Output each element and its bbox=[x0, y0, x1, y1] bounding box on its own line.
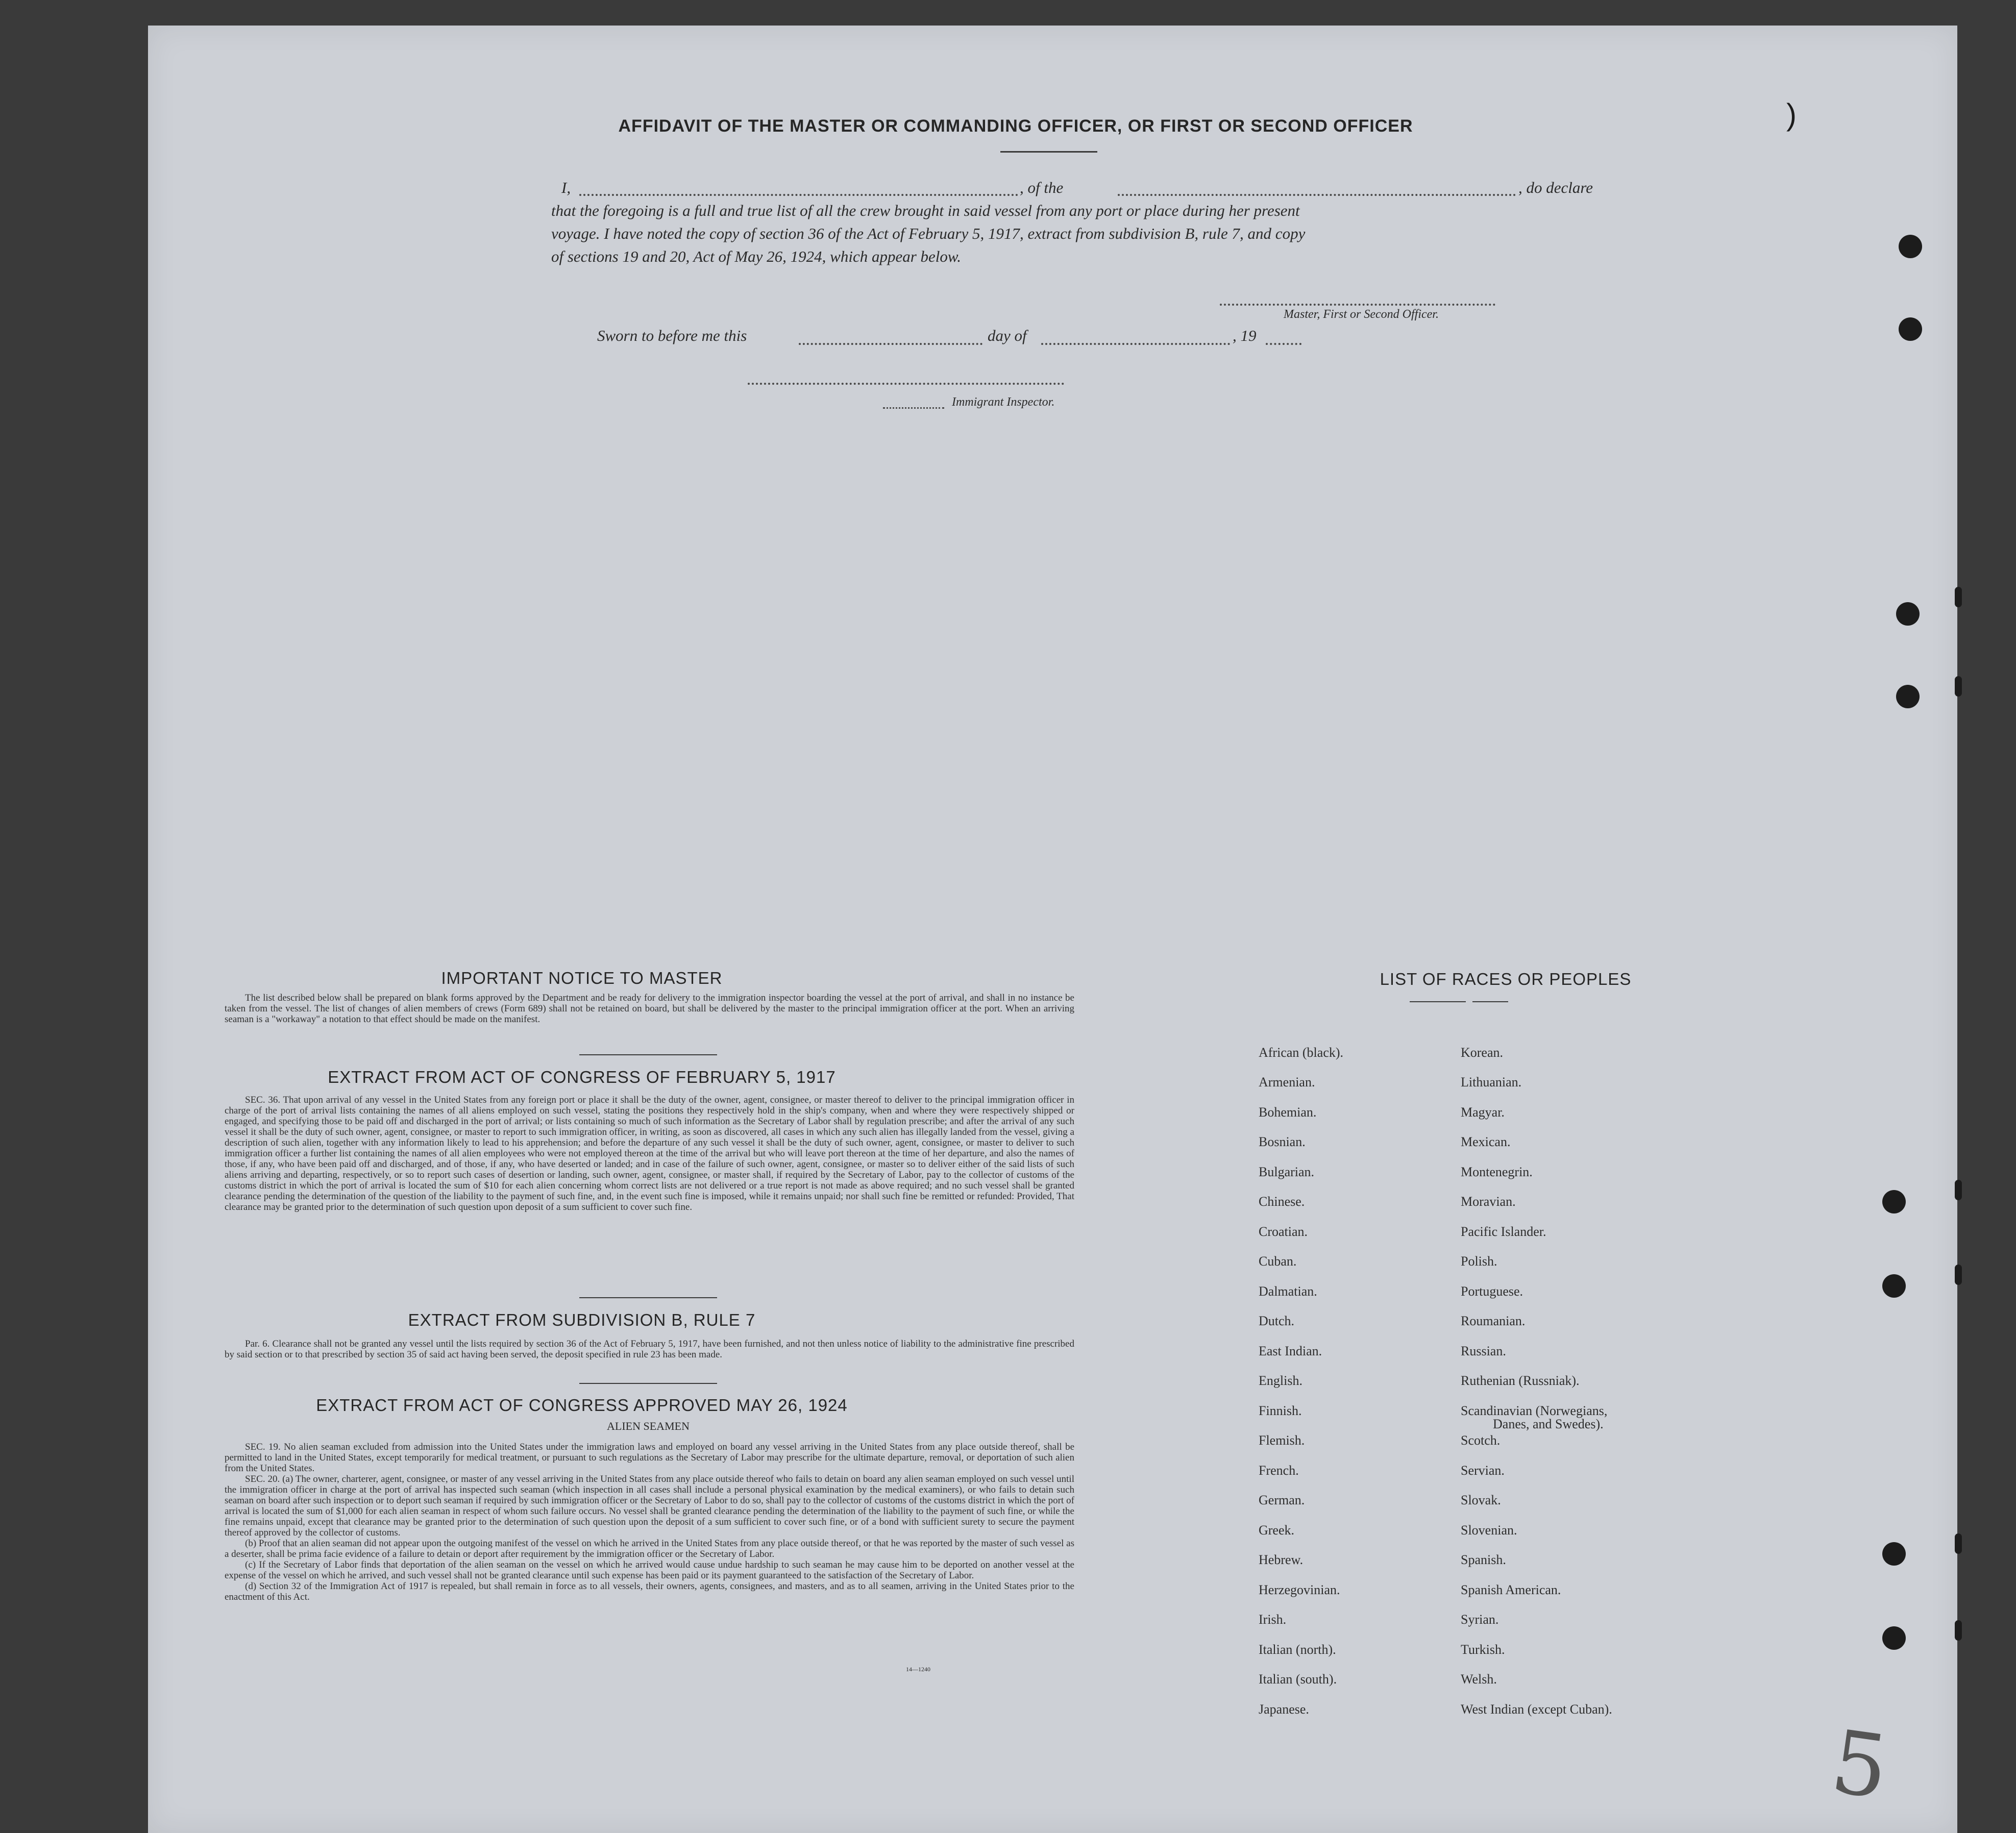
race-item: Ruthenian (Russniak). bbox=[1461, 1373, 1580, 1388]
race-item: East Indian. bbox=[1259, 1344, 1322, 1358]
affidavit-line-1 bbox=[561, 179, 571, 197]
race-item: Polish. bbox=[1461, 1254, 1497, 1269]
punch-hole bbox=[1882, 1190, 1906, 1213]
punch-hole bbox=[1882, 1626, 1906, 1650]
race-item: Cuban. bbox=[1259, 1254, 1297, 1269]
race-item: Croatian. bbox=[1259, 1224, 1308, 1239]
punch-hole bbox=[1896, 602, 1920, 626]
race-item: Magyar. bbox=[1461, 1105, 1505, 1120]
race-item: Flemish. bbox=[1259, 1433, 1305, 1448]
race-item: Servian. bbox=[1461, 1463, 1505, 1478]
subdivision-b-divider bbox=[579, 1383, 717, 1384]
race-item: Scandinavian (Norwegians, bbox=[1461, 1403, 1608, 1418]
race-item: Bohemian. bbox=[1259, 1105, 1317, 1120]
race-item: Moravian. bbox=[1461, 1194, 1516, 1209]
par-6-paragraph: Par. 6. Clearance shall not be granted any vessel until the lists required by section 36 of the Act of February 5, 1917, have been furnished, and not then unless notice of liability to the administrative fine prescribed by said section or to that prescribed by section 35 of said act having been served, the deposit specified in rule 23 has been made. bbox=[225, 1339, 1074, 1360]
notice-text bbox=[225, 993, 1074, 1025]
extract-1917-title: EXTRACT FROM ACT OF CONGRESS OF FEBRUARY 5, 1917 bbox=[328, 1068, 836, 1086]
punch-hole bbox=[1896, 685, 1920, 708]
edge-notch bbox=[1955, 1620, 1962, 1641]
extract-1924-text bbox=[225, 1442, 1074, 1602]
vessel-blank[interactable] bbox=[1118, 194, 1516, 196]
affidavit-i: I, bbox=[561, 179, 571, 196]
inspector-signature-blank[interactable] bbox=[748, 383, 1064, 385]
race-item: Italian (south). bbox=[1259, 1672, 1337, 1687]
document-sheet bbox=[148, 26, 1957, 1833]
race-item: Syrian. bbox=[1461, 1612, 1499, 1627]
form-number: 14—1240 bbox=[906, 1666, 930, 1673]
race-item: Chinese. bbox=[1259, 1194, 1305, 1209]
race-item: Korean. bbox=[1461, 1045, 1504, 1060]
race-item: Irish. bbox=[1259, 1612, 1287, 1627]
race-item: Montenegrin. bbox=[1461, 1165, 1533, 1179]
sec-19-paragraph: SEC. 19. No alien seaman excluded from admission into the United States under the immigration laws and employed on board any vessel arriving in the United States from any place outside thereof, shall be permitted to land in the United States, except temporarily for medical treatment, or pursuant to such regulations as the Secretary of Labor may prescribe for the ultimate departure, removal, or deportation of such alien from the United States. bbox=[225, 1442, 1074, 1474]
race-item: English. bbox=[1259, 1373, 1302, 1388]
sworn-day-of: day of bbox=[988, 327, 1027, 344]
sworn-text: Sworn to before me this bbox=[597, 327, 747, 344]
affidavit-line-3: voyage. I have noted the copy of section 36 of the Act of February 5, 1917, extract from subdivision B, rule 7, and copy bbox=[551, 225, 1306, 242]
race-item: Spanish. bbox=[1461, 1552, 1506, 1567]
extract-1917-divider bbox=[579, 1297, 717, 1298]
race-item: Lithuanian. bbox=[1461, 1075, 1522, 1089]
notice-title: IMPORTANT NOTICE TO MASTER bbox=[441, 969, 723, 987]
races-title: LIST OF RACES OR PEOPLES bbox=[1380, 970, 1632, 988]
affidavit-declare: , do declare bbox=[1518, 179, 1593, 196]
subdivision-b-text bbox=[225, 1339, 1074, 1360]
affidavit-line-4: of sections 19 and 20, Act of May 26, 1924, which appear below. bbox=[551, 247, 962, 265]
punch-hole bbox=[1882, 1542, 1906, 1566]
notice-divider bbox=[579, 1054, 717, 1055]
extract-1917-text bbox=[225, 1095, 1074, 1212]
edge-notch bbox=[1955, 1180, 1962, 1200]
race-item: Roumanian. bbox=[1461, 1314, 1526, 1328]
race-item: German. bbox=[1259, 1493, 1305, 1507]
punch-hole bbox=[1899, 235, 1922, 258]
inspector-label: Immigrant Inspector. bbox=[952, 395, 1055, 409]
sworn-year: , 19 bbox=[1233, 327, 1257, 344]
sworn-day-blank[interactable] bbox=[799, 343, 982, 345]
races-underline-1 bbox=[1410, 1001, 1466, 1002]
race-item: Herzegovinian. bbox=[1259, 1582, 1340, 1597]
punch-hole bbox=[1899, 317, 1922, 341]
edge-notch bbox=[1955, 1265, 1962, 1285]
corner-paren-mark: ) bbox=[1786, 97, 1797, 132]
race-item: African (black). bbox=[1259, 1045, 1344, 1060]
race-item: Hebrew. bbox=[1259, 1552, 1304, 1567]
race-item: Italian (north). bbox=[1259, 1642, 1336, 1657]
race-item: Slovenian. bbox=[1461, 1523, 1517, 1538]
inspector-lead-dots bbox=[883, 407, 944, 409]
sec-20b-paragraph: (b) Proof that an alien seaman did not appear upon the outgoing manifest of the vessel on which he arrived in the United States from any place outside thereof, or that he was reported by the master of such vessel as a deserter, shall be prima facie evidence of a failure to detain or deport after requirement by the immigration officer or the Secretary of Labor. bbox=[225, 1538, 1074, 1559]
race-item: Armenian. bbox=[1259, 1075, 1315, 1089]
race-item: Slovak. bbox=[1461, 1493, 1501, 1507]
notice-paragraph: The list described below shall be prepared on blank forms approved by the Department and be ready for delivery to the immigration inspector boarding the vessel at the port of arrival, and shall in no instance be taken from the vessel. The list of changes of alien members of crews (Form 689) shall not be retained on board, but shall be delivered by the master to the principal immigration officer at the port. When an arriving seaman is a "workaway" a notation to that effect should be made on the manifest. bbox=[225, 993, 1074, 1025]
race-scandinavian-continued: Danes, and Swedes). bbox=[1493, 1417, 1604, 1431]
race-item: Finnish. bbox=[1259, 1403, 1302, 1418]
race-item: Turkish. bbox=[1461, 1642, 1505, 1657]
punch-hole bbox=[1882, 1274, 1906, 1298]
edge-notch bbox=[1955, 676, 1962, 697]
edge-notch bbox=[1955, 1533, 1962, 1554]
race-item: Pacific Islander. bbox=[1461, 1224, 1546, 1239]
extract-1924-title: EXTRACT FROM ACT OF CONGRESS APPROVED MAY 26, 1924 bbox=[316, 1396, 848, 1415]
race-item: Bosnian. bbox=[1259, 1134, 1306, 1149]
sec-20a-paragraph: SEC. 20. (a) The owner, charterer, agent, consignee, or master of any vessel arriving in the United States from any place outside thereof who fails to detain on board any alien seaman employed on such vessel until the immigration officer in charge at the port of arrival has inspected such seaman (which inspection in all cases shall include a personal physical examination by the medical examiners), or who fails to detain such seaman on board after such inspection or to deport such seaman if required by such immigration officer or the Secretary of Labor to do so, shall pay to the collector of customs of the customs district in which the port of arrival is located the sum of $1,000 for each alien seaman in respect of whom such failure occurs. No vessel shall be granted clearance pending the determination of the liability to the payment of such fine, or while the fine remains unpaid, except that clearance may be granted prior to the determination of such question upon the deposit of a sum sufficient to cover such fine, or of a bond with sufficient surety to secure the payment thereof approved by the collector of customs. bbox=[225, 1474, 1074, 1538]
title-underline bbox=[1000, 151, 1097, 153]
sec-20c-paragraph: (c) If the Secretary of Labor finds that deportation of the alien seaman on the vessel on which he arrived would cause undue hardship to such seaman he may cause him to be deported on another vessel at the expense of the vessel on which he arrived, and such vessel shall not be granted clearance until such expense has been paid or its payment guaranteed to the satisfaction of the Secretary of Labor. bbox=[225, 1559, 1074, 1581]
race-item: Mexican. bbox=[1461, 1134, 1511, 1149]
affidavit-line-2: that the foregoing is a full and true list of all the crew brought in said vessel from any port or place during her present bbox=[551, 202, 1300, 219]
race-item: Scotch. bbox=[1461, 1433, 1501, 1448]
sworn-month-blank[interactable] bbox=[1041, 343, 1230, 345]
race-item: Bulgarian. bbox=[1259, 1165, 1315, 1179]
race-item: Dutch. bbox=[1259, 1314, 1295, 1328]
affidavit-of-the: , of the bbox=[1020, 179, 1064, 196]
alien-seamen-subtitle: ALIEN SEAMEN bbox=[607, 1420, 690, 1432]
race-item: Dalmatian. bbox=[1259, 1284, 1317, 1299]
races-underline-2 bbox=[1472, 1001, 1508, 1002]
race-item: Portuguese. bbox=[1461, 1284, 1523, 1299]
sec-36-paragraph: SEC. 36. That upon arrival of any vessel in the United States from any foreign port or place it shall be the duty of the owner, agent, consignee, or master thereof to deliver to the principal immigration officer in charge of the port of arrival lists containing the names of all aliens employed on such vessel, stating the positions they respectively hold in the ship's company, when and where they were respectively shipped or engaged, and specifying those to be paid off and discharged in the port of arrival; or lists containing so much of such information as the Secretary of Labor shall by regulation prescribe; and after the arrival of any such vessel it shall be the duty of such owner, agent, consignee, or master to report to such immigration officer, in writing, as soon as discovered, all cases in which any such alien has illegally landed from the vessel, giving a description of such alien, together with any information likely to lead to his apprehension; and before the departure of any such vessel it shall be the duty of such owner, agent, consignee, or master to deliver to such immigration officer a further list containing the names of all alien employees who were not employed thereon at the time of the arrival but who will leave port thereon at the time of her departure, and also the names of those, if any, who have been paid off and discharged, and of those, if any, who have deserted or landed; and in case of the failure of such owner, agent, consignee, or master so to deliver either of the said lists of such aliens arriving and departing, respectively, or so to report such cases of desertion or landing, such owner, agent, consignee, or master shall, if required by the Secretary of Labor, pay to the collector of customs of the customs district in which the port of arrival is located the sum of $10 for each alien concerning whom correct lists are not delivered or a true report is not made as above required; and no such vessel shall be granted clearance pending the determination of the question of the liability to the payment of such fine, and, in the event such fine is imposed, while it remains unpaid; nor shall such fine be remitted or refunded: Provided, That clearance may be granted prior to the determination of such question upon deposit of a sum sufficient to cover such fine. bbox=[225, 1095, 1074, 1212]
affidavit-title: AFFIDAVIT OF THE MASTER OR COMMANDING OFFICER, OR FIRST OR SECOND OFFICER bbox=[618, 116, 1413, 136]
race-item: Russian. bbox=[1461, 1344, 1506, 1358]
race-item: French. bbox=[1259, 1463, 1299, 1478]
signature-blank[interactable] bbox=[1220, 304, 1495, 306]
sec-20d-paragraph: (d) Section 32 of the Immigration Act of 1917 is repealed, but shall remain in force as to all vessels, their owners, agents, consignees, and masters, and as to all seamen, arriving in the United States prior to the enactment of this Act. bbox=[225, 1581, 1074, 1602]
handwritten-page-number: 5 bbox=[1825, 1711, 1895, 1819]
subdivision-b-title: EXTRACT FROM SUBDIVISION B, RULE 7 bbox=[408, 1310, 756, 1329]
race-item: Japanese. bbox=[1259, 1702, 1309, 1717]
race-item: Welsh. bbox=[1461, 1672, 1497, 1687]
sworn-year-blank[interactable] bbox=[1266, 343, 1301, 345]
race-item: Spanish American. bbox=[1461, 1582, 1561, 1597]
name-blank[interactable] bbox=[579, 194, 1018, 196]
edge-notch bbox=[1955, 587, 1962, 607]
race-item: Greek. bbox=[1259, 1523, 1295, 1538]
race-item: West Indian (except Cuban). bbox=[1461, 1702, 1612, 1717]
signature-label: Master, First or Second Officer. bbox=[1284, 308, 1439, 321]
